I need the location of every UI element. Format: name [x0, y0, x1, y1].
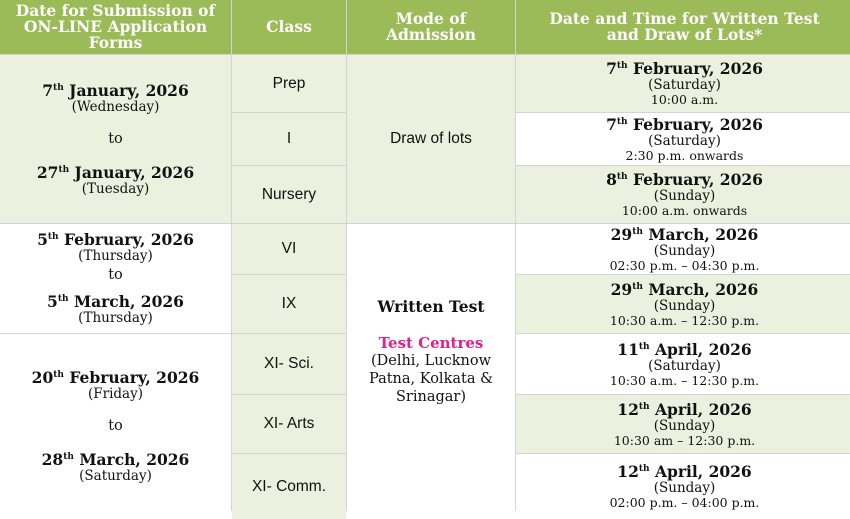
- class-cell: XI- Arts: [232, 395, 346, 453]
- end-weekday: (Tuesday): [81, 180, 150, 197]
- header-date-submission-text: Date for Submission of ON-LINE Application Forms: [15, 1, 216, 52]
- start-date: 5th February, 2026: [37, 230, 194, 249]
- end-date: 5th March, 2026: [47, 292, 184, 311]
- submission-window-2: [0, 224, 231, 333]
- test-date-cell: 8th February, 2026 (Sunday) 10:00 a.m. onwards: [516, 166, 850, 223]
- submission-window-3: [0, 334, 231, 519]
- header-class-text: Class: [266, 17, 312, 36]
- header-test-date-text: Date and Time for Written Test and Draw of Lots*: [549, 9, 820, 44]
- test-date-cell: 7th February, 2026 (Saturday) 10:00 a.m.: [516, 55, 850, 112]
- end-weekday: (Thursday): [78, 310, 153, 326]
- end-weekday: (Saturday): [79, 468, 152, 484]
- end-date: 28th March, 2026: [41, 450, 190, 469]
- class-cell: XI- Comm.: [232, 454, 346, 519]
- header-date-submission: [0, 0, 231, 54]
- class-cell: VI: [232, 224, 346, 274]
- test-centres-title: Test Centres: [378, 334, 484, 352]
- test-date-cell: 29th March, 2026 (Sunday) 10:30 a.m. – 12:30 p.m.: [516, 275, 850, 333]
- class-cell: XI- Sci.: [232, 334, 346, 394]
- to-label: to: [108, 418, 123, 434]
- test-centres-line: (Delhi, Lucknow: [370, 353, 492, 369]
- start-weekday: (Thursday): [78, 248, 153, 264]
- test-date-cell: 12th April, 2026 (Sunday) 10:30 am – 12:30 p.m.: [516, 395, 850, 453]
- header-mode-text: Mode of Admission: [385, 9, 477, 44]
- start-weekday: (Friday): [88, 386, 143, 402]
- mode-written-test: [347, 224, 515, 519]
- written-test-label: Written Test: [377, 297, 485, 316]
- test-date-cell: 29th March, 2026 (Sunday) 02:30 p.m. – 04:30 p.m.: [516, 224, 850, 274]
- test-date-cell: 12th April, 2026 (Sunday) 02:00 p.m. – 04:00 p.m.: [516, 454, 850, 519]
- submission-window-1: [0, 55, 231, 223]
- class-cell: IX: [232, 275, 346, 333]
- test-centres-line: Srinagar): [395, 389, 466, 405]
- test-date-cell: 7th February, 2026 (Saturday) 2:30 p.m. onwards: [516, 113, 850, 165]
- header-class: [232, 0, 346, 54]
- test-centres-line: Patna, Kolkata &: [368, 371, 493, 387]
- test-date-cell: 11th April, 2026 (Saturday) 10:30 a.m. – 12:30 p.m.: [516, 334, 850, 394]
- header-mode: [347, 0, 515, 54]
- class-cell: Prep: [232, 55, 346, 112]
- start-weekday: (Wednesday): [71, 98, 160, 115]
- header-test-date: [516, 0, 850, 54]
- start-date: 7th January, 2026: [42, 80, 189, 100]
- end-date: 27th January, 2026: [36, 162, 195, 182]
- class-cell: I: [232, 113, 346, 165]
- to-label: to: [108, 130, 123, 147]
- to-label: to: [108, 267, 123, 283]
- start-date: 20th February, 2026: [31, 368, 200, 387]
- class-cell: Nursery: [232, 166, 346, 223]
- mode-draw-text: Draw of lots: [390, 130, 472, 147]
- mode-draw-of-lots: [347, 55, 515, 223]
